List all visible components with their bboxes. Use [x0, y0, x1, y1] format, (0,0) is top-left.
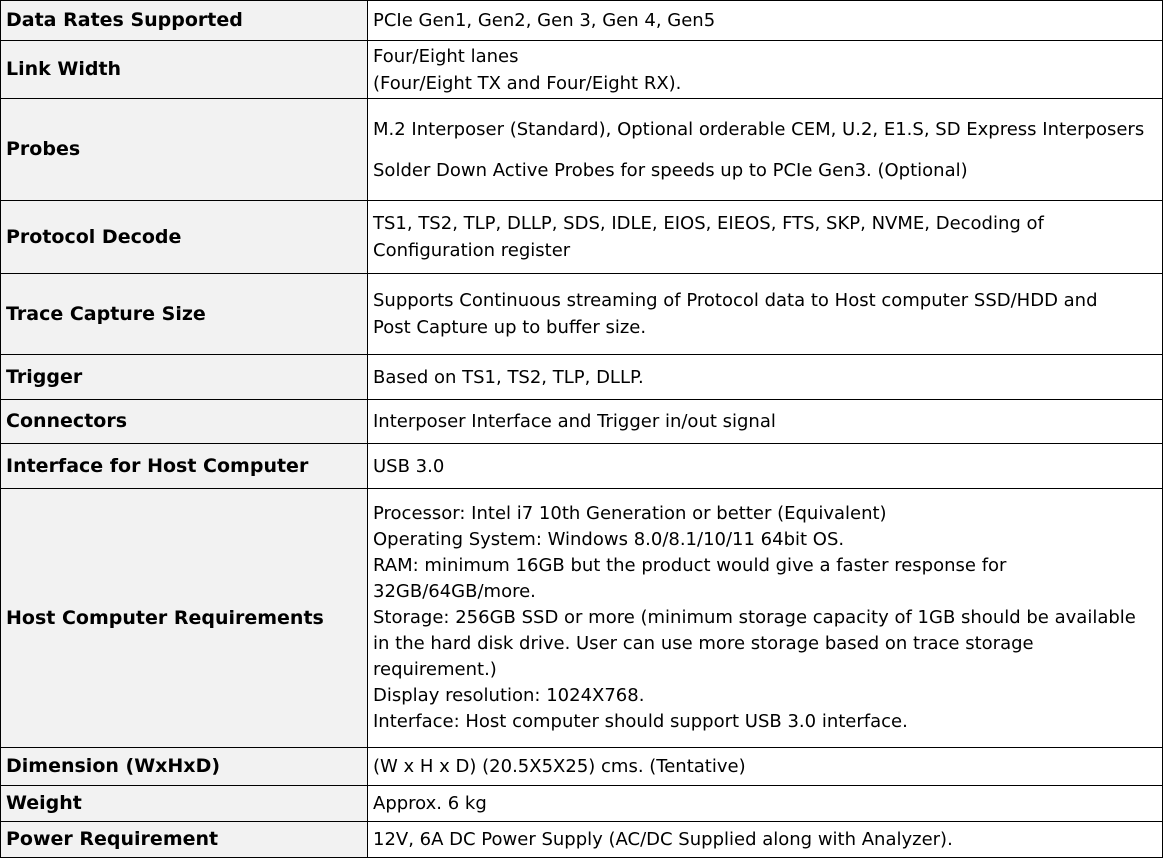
- row-label: Weight: [1, 786, 368, 822]
- row-label: Data Rates Supported: [1, 1, 368, 41]
- row-label: Probes: [1, 99, 368, 201]
- value-line: Approx. 6 kg: [373, 793, 487, 814]
- row-value: [368, 786, 1163, 822]
- table-row-host-requirements: [1, 489, 1163, 748]
- row-value: [368, 489, 1163, 748]
- table-row-probes: [1, 99, 1163, 201]
- value-line: Operating System: Windows 8.0/8.1/10/11 64bit OS.: [373, 529, 845, 550]
- value-line: Four/Eight lanes: [373, 45, 519, 67]
- value-line: Processor: Intel i7 10th Generation or better (Equivalent): [373, 503, 887, 524]
- value-line: TS1, TS2, TLP, DLLP, SDS, IDLE, EIOS, EIEOS, FTS, SKP, NVME, Decoding of: [373, 213, 1044, 234]
- row-label: Dimension (WxHxD): [1, 748, 368, 786]
- value-line: Storage: 256GB SSD or more (minimum storage capacity of 1GB should be available: [373, 607, 1136, 628]
- value-line: (Four/Eight TX and Four/Eight RX).: [373, 72, 682, 94]
- row-label: Host Computer Requirements: [1, 489, 368, 748]
- table-row-trigger: [1, 355, 1163, 400]
- row-label: Protocol Decode: [1, 201, 368, 274]
- value-line: M.2 Interposer (Standard), Optional orderable CEM, U.2, E1.S, SD Express Interposers: [373, 118, 1145, 140]
- value-line: Post Capture up to buffer size.: [373, 317, 647, 338]
- row-label: Interface for Host Computer: [1, 444, 368, 489]
- row-value: [368, 400, 1163, 444]
- table-row-trace-capture-size: [1, 274, 1163, 355]
- row-label: Trigger: [1, 355, 368, 400]
- row-value: [368, 201, 1163, 274]
- table-row-connectors: [1, 400, 1163, 444]
- row-value: [368, 355, 1163, 400]
- value-line: requirement.): [373, 659, 497, 680]
- table-row-interface-host: [1, 444, 1163, 489]
- value-line: RAM: minimum 16GB but the product would give a faster response for: [373, 555, 1007, 576]
- value-line: Interposer Interface and Trigger in/out signal: [373, 411, 776, 432]
- table-row-link-width: [1, 41, 1163, 99]
- value-line: 32GB/64GB/more.: [373, 581, 536, 602]
- value-line: PCIe Gen1, Gen2, Gen 3, Gen 4, Gen5: [373, 10, 716, 31]
- value-line: (W x H x D) (20.5X5X25) cms. (Tentative): [373, 756, 746, 777]
- table-row-data-rates: [1, 1, 1163, 41]
- value-line: Based on TS1, TS2, TLP, DLLP.: [373, 366, 644, 388]
- value-line: Configuration register: [373, 240, 571, 261]
- row-label: Link Width: [1, 41, 368, 99]
- row-value: [368, 822, 1163, 858]
- row-value: [368, 274, 1163, 355]
- value-line: Interface: Host computer should support USB 3.0 interface.: [373, 711, 908, 732]
- row-label: Power Requirement: [1, 822, 368, 858]
- table-row-dimension: [1, 748, 1163, 786]
- row-value: [368, 1, 1163, 41]
- row-value: [368, 99, 1163, 201]
- value-line: Solder Down Active Probes for speeds up to PCIe Gen3. (Optional): [373, 159, 968, 181]
- value-line: in the hard disk drive. User can use more storage based on trace storage: [373, 633, 1034, 654]
- row-value: [368, 748, 1163, 786]
- value-line: 12V, 6A DC Power Supply (AC/DC Supplied along with Analyzer).: [373, 829, 953, 850]
- row-value: [368, 444, 1163, 489]
- value-line: Display resolution: 1024X768.: [373, 685, 645, 706]
- value-line: USB 3.0: [373, 455, 445, 477]
- row-value: [368, 41, 1163, 99]
- row-label: Trace Capture Size: [1, 274, 368, 355]
- table-row-protocol-decode: [1, 201, 1163, 274]
- table-row-power: [1, 822, 1163, 858]
- row-label: Connectors: [1, 400, 368, 444]
- table-row-weight: [1, 786, 1163, 822]
- value-line: Supports Continuous streaming of Protocol data to Host computer SSD/HDD and: [373, 290, 1098, 311]
